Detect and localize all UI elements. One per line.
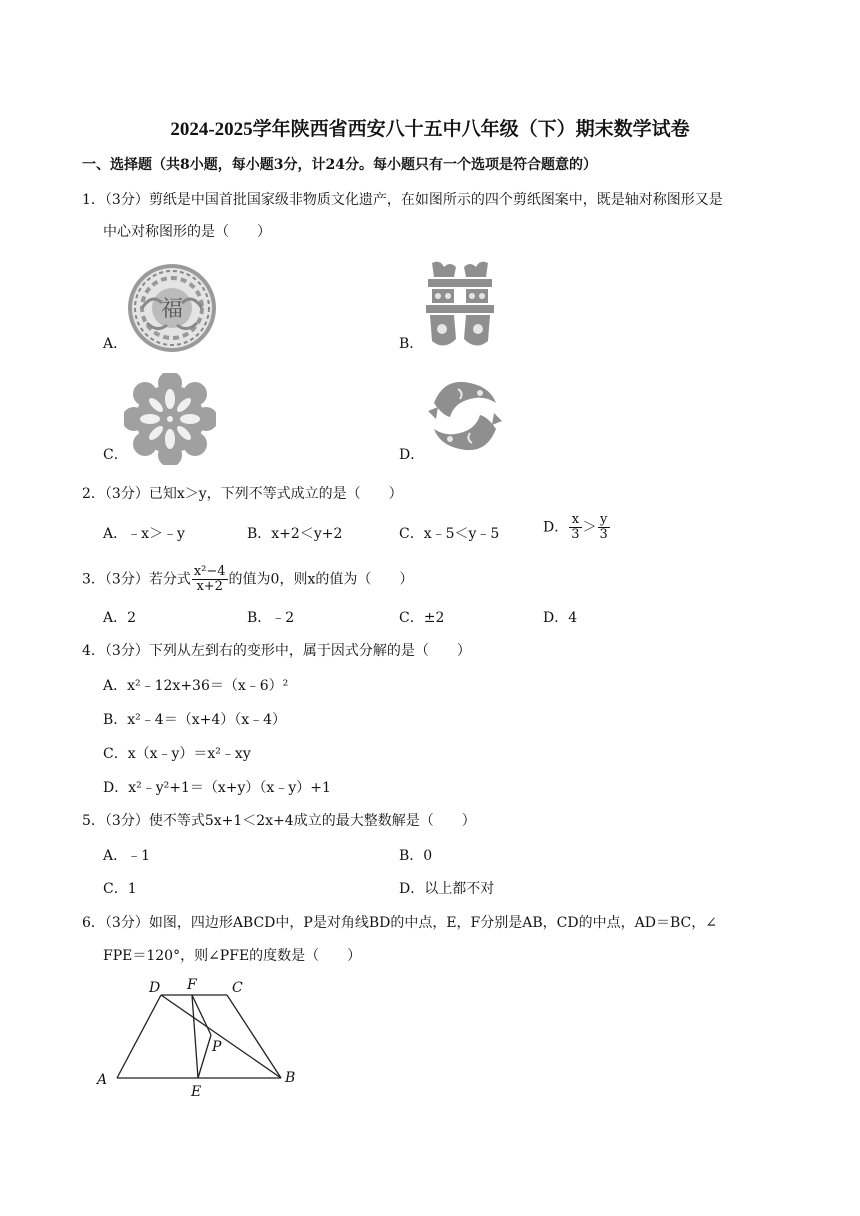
fraction-x-over-3: $\frac{x}{3}$ <box>571 512 580 542</box>
q3-option-d[interactable]: D．4 <box>543 610 578 626</box>
q4-option-c[interactable]: C．x（x﹣y）＝x²﹣xy <box>103 746 251 762</box>
label-c: C <box>232 980 243 996</box>
quadrilateral-diagram <box>95 972 310 1102</box>
q5-option-a[interactable]: A．﹣1 <box>103 848 151 864</box>
label-f: F <box>187 977 197 993</box>
q4-stem: 4．（3分）下列从左到右的变形中，属于因式分解的是（ ） <box>82 643 471 659</box>
q5-option-b[interactable]: B．0 <box>399 848 433 864</box>
q1-option-a-label[interactable]: A． <box>103 336 128 352</box>
segment-bc <box>227 995 281 1078</box>
q4-option-d[interactable]: D．x²﹣y²+1＝（x+y）（x﹣y）+1 <box>103 780 331 796</box>
label-a: A <box>97 1072 108 1088</box>
q3-option-a[interactable]: A．2 <box>103 610 137 626</box>
papercut-a-image <box>127 263 217 353</box>
papercut-b-image <box>424 259 496 351</box>
q1-option-b-label[interactable]: B． <box>399 336 424 352</box>
q4-option-b[interactable]: B．x²﹣4＝（x+4）（x﹣4） <box>103 712 287 728</box>
papercut-d-image <box>424 373 506 459</box>
q2-option-c[interactable]: C．x﹣5＜y﹣5 <box>399 526 500 542</box>
segment-bd <box>161 995 281 1078</box>
q2-option-a[interactable]: A．﹣x＞﹣y <box>103 526 185 542</box>
q2-stem: 2．（3分）已知x＞y，下列不等式成立的是（ ） <box>82 486 403 502</box>
q5-option-d[interactable]: D．以上都不对 <box>399 881 495 897</box>
q4-option-a[interactable]: A．x²﹣12x+36＝（x﹣6）² <box>103 678 289 694</box>
label-e: E <box>191 1084 202 1100</box>
q1-stem-line1: 1．（3分）剪纸是中国首批国家级非物质文化遗产，在如图所示的四个剪纸图案中，既是轴对称图形又是 <box>82 192 723 208</box>
label-d: D <box>149 980 161 996</box>
segment-fe <box>192 995 198 1078</box>
segment-ad <box>117 995 161 1078</box>
q2-option-d[interactable]: D． $\frac{x}{3}$ ＞ $\frac{y}{3}$ <box>543 512 608 542</box>
q3-option-b[interactable]: B．﹣2 <box>247 610 295 626</box>
q1-option-c-label[interactable]: C． <box>103 447 128 463</box>
section-heading: 一、选择题（共8小题，每小题3分，计24分。每小题只有一个选项是符合题意的） <box>82 157 597 173</box>
fraction-expression: $\frac{\text{x²−4}}{x+2}$ <box>193 564 226 594</box>
q5-stem: 5．（3分）使不等式5x+1＜2x+4成立的最大整数解是（ ） <box>82 813 476 829</box>
label-b: B <box>285 1070 296 1086</box>
label-p: P <box>212 1039 222 1055</box>
q5-option-c[interactable]: C．1 <box>103 881 137 897</box>
q1-stem-line2: 中心对称图形的是（ ） <box>103 224 271 240</box>
q2-option-d-label: D． <box>543 519 569 536</box>
q1-option-d-label[interactable]: D． <box>399 447 425 463</box>
q6-stem-line1: 6．（3分）如图，四边形ABCD中，P是对角线BD的中点，E，F分别是AB，CD的中点，AD＝BC，∠ <box>82 915 717 931</box>
q3-option-c[interactable]: C．±2 <box>399 610 445 626</box>
fraction-y-over-3: $\frac{y}{3}$ <box>599 512 608 542</box>
q2-option-b[interactable]: B．x+2＜y+2 <box>247 526 343 542</box>
q6-stem-line2: FPE＝120°，则∠PFE的度数是（ ） <box>103 948 362 964</box>
svg-text:福: 福 <box>160 297 184 322</box>
q3-stem: 3．（3分）若分式 $\frac{\text{x²−4}}{x+2}$ 的值为0，则x的值为（ ） <box>82 564 414 594</box>
segment-pe <box>198 1035 211 1078</box>
papercut-c-image <box>124 373 216 465</box>
page-title: 2024-2025学年陕西省西安八十五中八年级（下）期末数学试卷 <box>170 119 690 140</box>
